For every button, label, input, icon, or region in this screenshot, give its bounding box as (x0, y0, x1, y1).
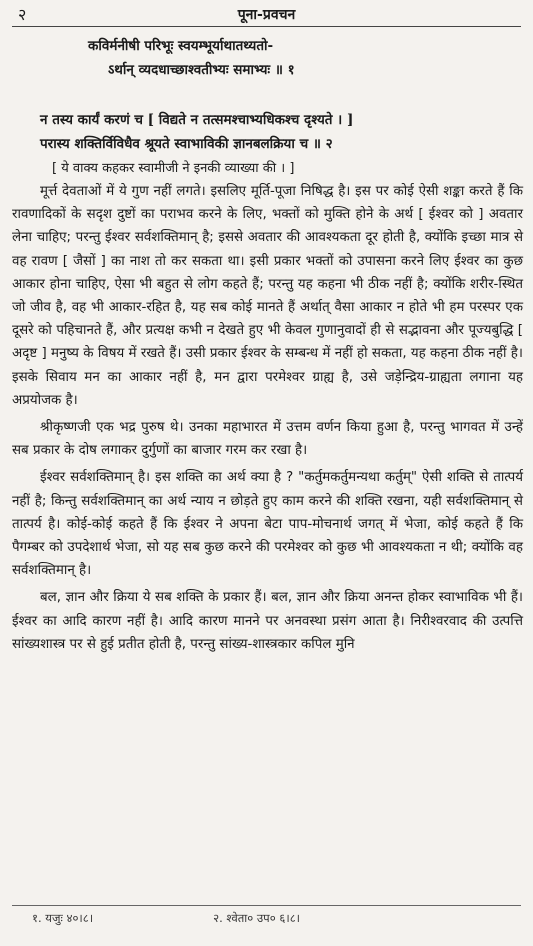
verse-line: कविर्मनीषी परिभूः स्वयम्भूर्याथातथ्यतो- (88, 38, 274, 54)
footnotes (32, 911, 513, 926)
verse-line: ऽर्थान् व्यदधाच्छाश्वतीभ्यः समाभ्यः ॥ १ (108, 62, 295, 78)
running-head: पूना-प्रवचन (237, 6, 296, 23)
page-header (12, 2, 521, 27)
footnote-divider (12, 905, 521, 906)
page-number: २ (18, 5, 27, 24)
paragraph: बल, ज्ञान और क्रिया ये सब शक्ति के प्रकार हैं। बल, ज्ञान और क्रिया अनन्त होकर स्वाभाविक भी हैं। ईश्वर का आदि कारण नहीं है। आदि कारण मानने पर अनवस्था प्रसंग आता है। निरीश्वरवाद की उत्पत्ति सांख्यशास्त्र पर से हुई प्रतीत होती है, परन्तु सांख्य-शास्त्रकार कपिल मुनि (12, 590, 523, 652)
footnote: १. यजुः ४०।८। (32, 911, 94, 925)
verse-line: न तस्य कार्यं करणं च [ विद्यते न तत्समश्चाभ्यधिकश्च दृश्यते । ] (40, 112, 354, 128)
footnote: २. श्वेता० उप० ६।८। (213, 911, 301, 925)
body-text (12, 180, 523, 660)
paragraph: ईश्वर सर्वशक्तिमान् है। इस शक्ति का अर्थ क्या है ? "कर्तुमकर्तुमन्यथा कर्तुम्" ऐसी शक्ति से तात्पर्य नहीं है; किन्तु सर्वशक्तिमान् का अर्थ न्याय न छोड़ते हुए काम करने की शक्ति रखना, यही सर्वशक्तिमान् से तात्पर्य है। कोई-कोई कहते हैं कि ईश्वर ने अपना बेटा पाप-मोचनार्थ जगत् में भेजा, कोई कहते हैं कि पैगम्बर को उपदेशार्थ भेजा, सो यह सब कुछ करने की परमेश्वर को कुछ भी आवश्यकता न थी; क्योंकि वह सर्वशक्तिमान् है। (12, 470, 523, 579)
editor-note: [ ये वाक्य कहकर स्वामीजी ने इनकी व्याख्या की । ] (52, 161, 295, 176)
verse-line: परास्य शक्तिर्विविधैव श्रूयते स्वाभाविकी ज्ञानबलक्रिया च ॥ २ (40, 136, 333, 152)
paragraph: श्रीकृष्णजी एक भद्र पुरुष थे। उनका महाभारत में उत्तम वर्णन किया हुआ है, परन्तु भागवत में उन्हें सब प्रकार के दोष लगाकर दुर्गुणों का बाजार गरम कर रखा है। (12, 420, 523, 459)
paragraph: मूर्त्त देवताओं में ये गुण नहीं लगते। इसलिए मूर्ति-पूजा निषिद्ध है। इस पर कोई ऐसी शङ्का करते हैं कि रावणादिकों के सदृश दुष्टों का पराभव करने के लिए, भक्तों को मुक्ति होने के अर्थ [ ईश्वर को ] अवतार लेना चाहिए; परन्तु ईश्वर सर्वशक्तिमान् है; इससे अवतार की आवश्यकता दूर होती है, क्योंकि इच्छा मात्र से वह रावण [ जैसों ] का नाश तो कर सकता था। इसी प्रकार भक्तों को उपासना करने लिए ईश्वर का कुछ आकार होना चाहिए, ऐसा भी बहुत से लोग कहते हैं; परन्तु यह कहना भी ठीक नहीं है; क्योंकि शरीर-स्थित जो जीव है, वह भी आकार-रहित है, यह सब कोई मानते हैं अर्थात् वैसा आकार न होते भी हम परस्पर एक दूसरे को पहिचानते हैं, और प्रत्यक्ष कभी न देखते हुए भी केवल गुणानुवादों ही से सद्भावना और पूज्यबुद्धि [ अदृष्ट ] मनुष्य के विषय में रखते हैं। उसी प्रकार ईश्वर के सम्बन्ध में नहीं हो सकता, यह कहना ठीक नहीं है। इसके सिवाय मन का आकार नहीं है, मन द्वारा परमेश्वर ग्राह्य है, उसे जड़ेन्द्रिय-ग्राह्यता लगाना यह अप्रयोजक है। (12, 184, 523, 408)
